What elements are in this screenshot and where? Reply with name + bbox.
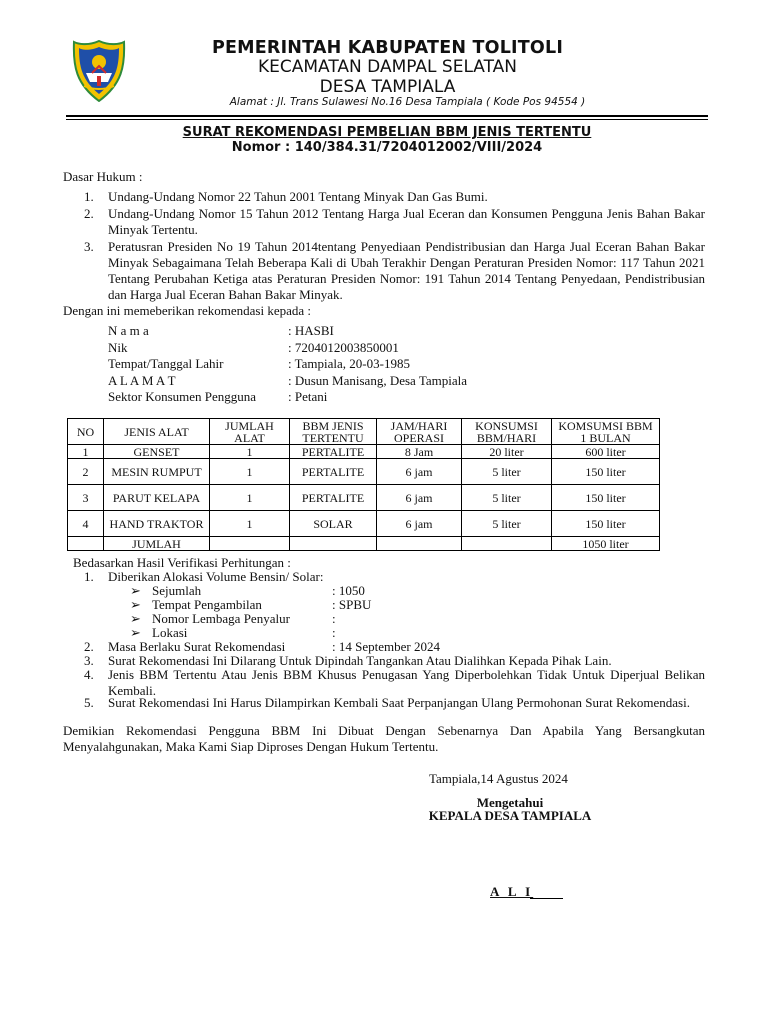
header-address: Alamat : Jl. Trans Sulawesi No.16 Desa Tampiala ( Kode Pos 94554 ) <box>229 96 586 108</box>
acknowledged-label: Mengetahui <box>476 795 544 810</box>
closing-statement: Demikian Rekomendasi Pengguna BBM Ini Dibuat Dengan Sebenarnya Dan Apabila Yang Bersangkutan Menyalahgunakan, Maka Kami Siap Diproses Dengan Hukum Tertentu. <box>63 723 705 754</box>
column-header: NO <box>68 419 104 445</box>
list-item: 4. Jenis BBM Tertentu Atau Jenis BBM Khusus Penugasan Yang Diperbolehkan Tidak Untuk Diperjual Belikan Kembali. <box>84 667 705 698</box>
legal-basis-list <box>84 189 705 304</box>
total-value: 1050 liter <box>552 537 660 551</box>
header-government: PEMERINTAH KABUPATEN TOLITOLI <box>211 38 564 58</box>
column-header: JENIS ALAT <box>104 419 210 445</box>
column-header: JAM/HARI OPERASI <box>377 419 462 445</box>
fuel-usage-table <box>67 418 660 551</box>
table-row: 4 HAND TRAKTOR 1 SOLAR 6 jam 5 liter 150 liter <box>68 511 660 537</box>
document-number: Nomor : 140/384.31/7204012002/VIII/2024 <box>231 140 543 155</box>
list-item: 1. Undang-Undang Nomor 22 Tahun 2001 Tentang Minyak Dan Gas Bumi. <box>84 189 488 204</box>
verification-heading: Bedasarkan Hasil Verifikasi Perhitungan : <box>73 555 291 570</box>
header-village: DESA TAMPIALA <box>319 77 456 97</box>
table-header-row <box>68 419 660 445</box>
recommendation-intro: Dengan ini memeberikan rekomendasi kepada : <box>63 303 311 318</box>
list-item: 3. Peratusran Presiden No 19 Tahun 2014tentang Penyediaan Pendistribusian dan Harga Jual Eceran Bahan Bakar Minyak Sebagaimana Telah Beberapa Kali di Ubah Terakhir Dengan Peraturan Presiden Nomor: 117 Tahun 2021 Tentang Perubahan Ketiga atas Peraturan Presiden Nomor: 191 Tahun 2014 Tentang Penyedaan, Pendistribusian dan Harga Jual Eceran Bahan Bakar Minyak. <box>84 239 705 302</box>
list-item: 2. Undang-Undang Nomor 15 Tahun 2012 Tentang Harga Jual Eceran dan Konsumen Pengguna Jenis Bahan Bakar Minyak Tertentu. <box>84 206 705 237</box>
column-header: BBM JENIS TERTENTU <box>290 419 377 445</box>
column-header: KOMSUMSI BBM 1 BULAN <box>552 419 660 445</box>
table-row: 3 PARUT KELAPA 1 PERTALITE 6 jam 5 liter 150 liter <box>68 485 660 511</box>
place-date: Tampiala,14 Agustus 2024 <box>429 771 568 786</box>
signature-underline <box>530 898 563 899</box>
arrow-bullet-icon: ➢ <box>130 597 141 612</box>
arrow-bullet-icon: ➢ <box>130 625 141 640</box>
header-divider-thin <box>66 119 708 120</box>
column-header: JUMLAH ALAT <box>210 419 290 445</box>
list-item: 3. Surat Rekomendasi Ini Dilarang Untuk Dipindah Tangankan Atau Dialihkan Kepada Pihak Lain. <box>84 653 612 668</box>
table-row: 2 MESIN RUMPUT 1 PERTALITE 6 jam 5 liter 150 liter <box>68 459 660 485</box>
total-label: JUMLAH <box>104 537 210 551</box>
signer-position: KEPALA DESA TAMPIALA <box>428 808 592 823</box>
list-item: 5. Surat Rekomendasi Ini Harus Dilampirkan Kembali Saat Perpanjangan Ulang Permohonan Surat Rekomendasi. <box>84 695 690 710</box>
regency-emblem-icon <box>72 40 126 102</box>
header-district: KECAMATAN DAMPAL SELATAN <box>257 57 518 77</box>
column-header: KONSUMSI BBM/HARI <box>462 419 552 445</box>
arrow-bullet-icon: ➢ <box>130 583 141 598</box>
document-title: SURAT REKOMENDASI PEMBELIAN BBM JENIS TERTENTU <box>182 125 592 140</box>
table-total-row <box>68 537 660 551</box>
legal-basis-heading: Dasar Hukum : <box>63 169 143 184</box>
signer-name: A L I <box>490 884 534 899</box>
arrow-bullet-icon: ➢ <box>130 611 141 626</box>
table-row: 1 GENSET 1 PERTALITE 8 Jam 20 liter 600 liter <box>68 445 660 459</box>
header-divider-thick <box>66 115 708 117</box>
